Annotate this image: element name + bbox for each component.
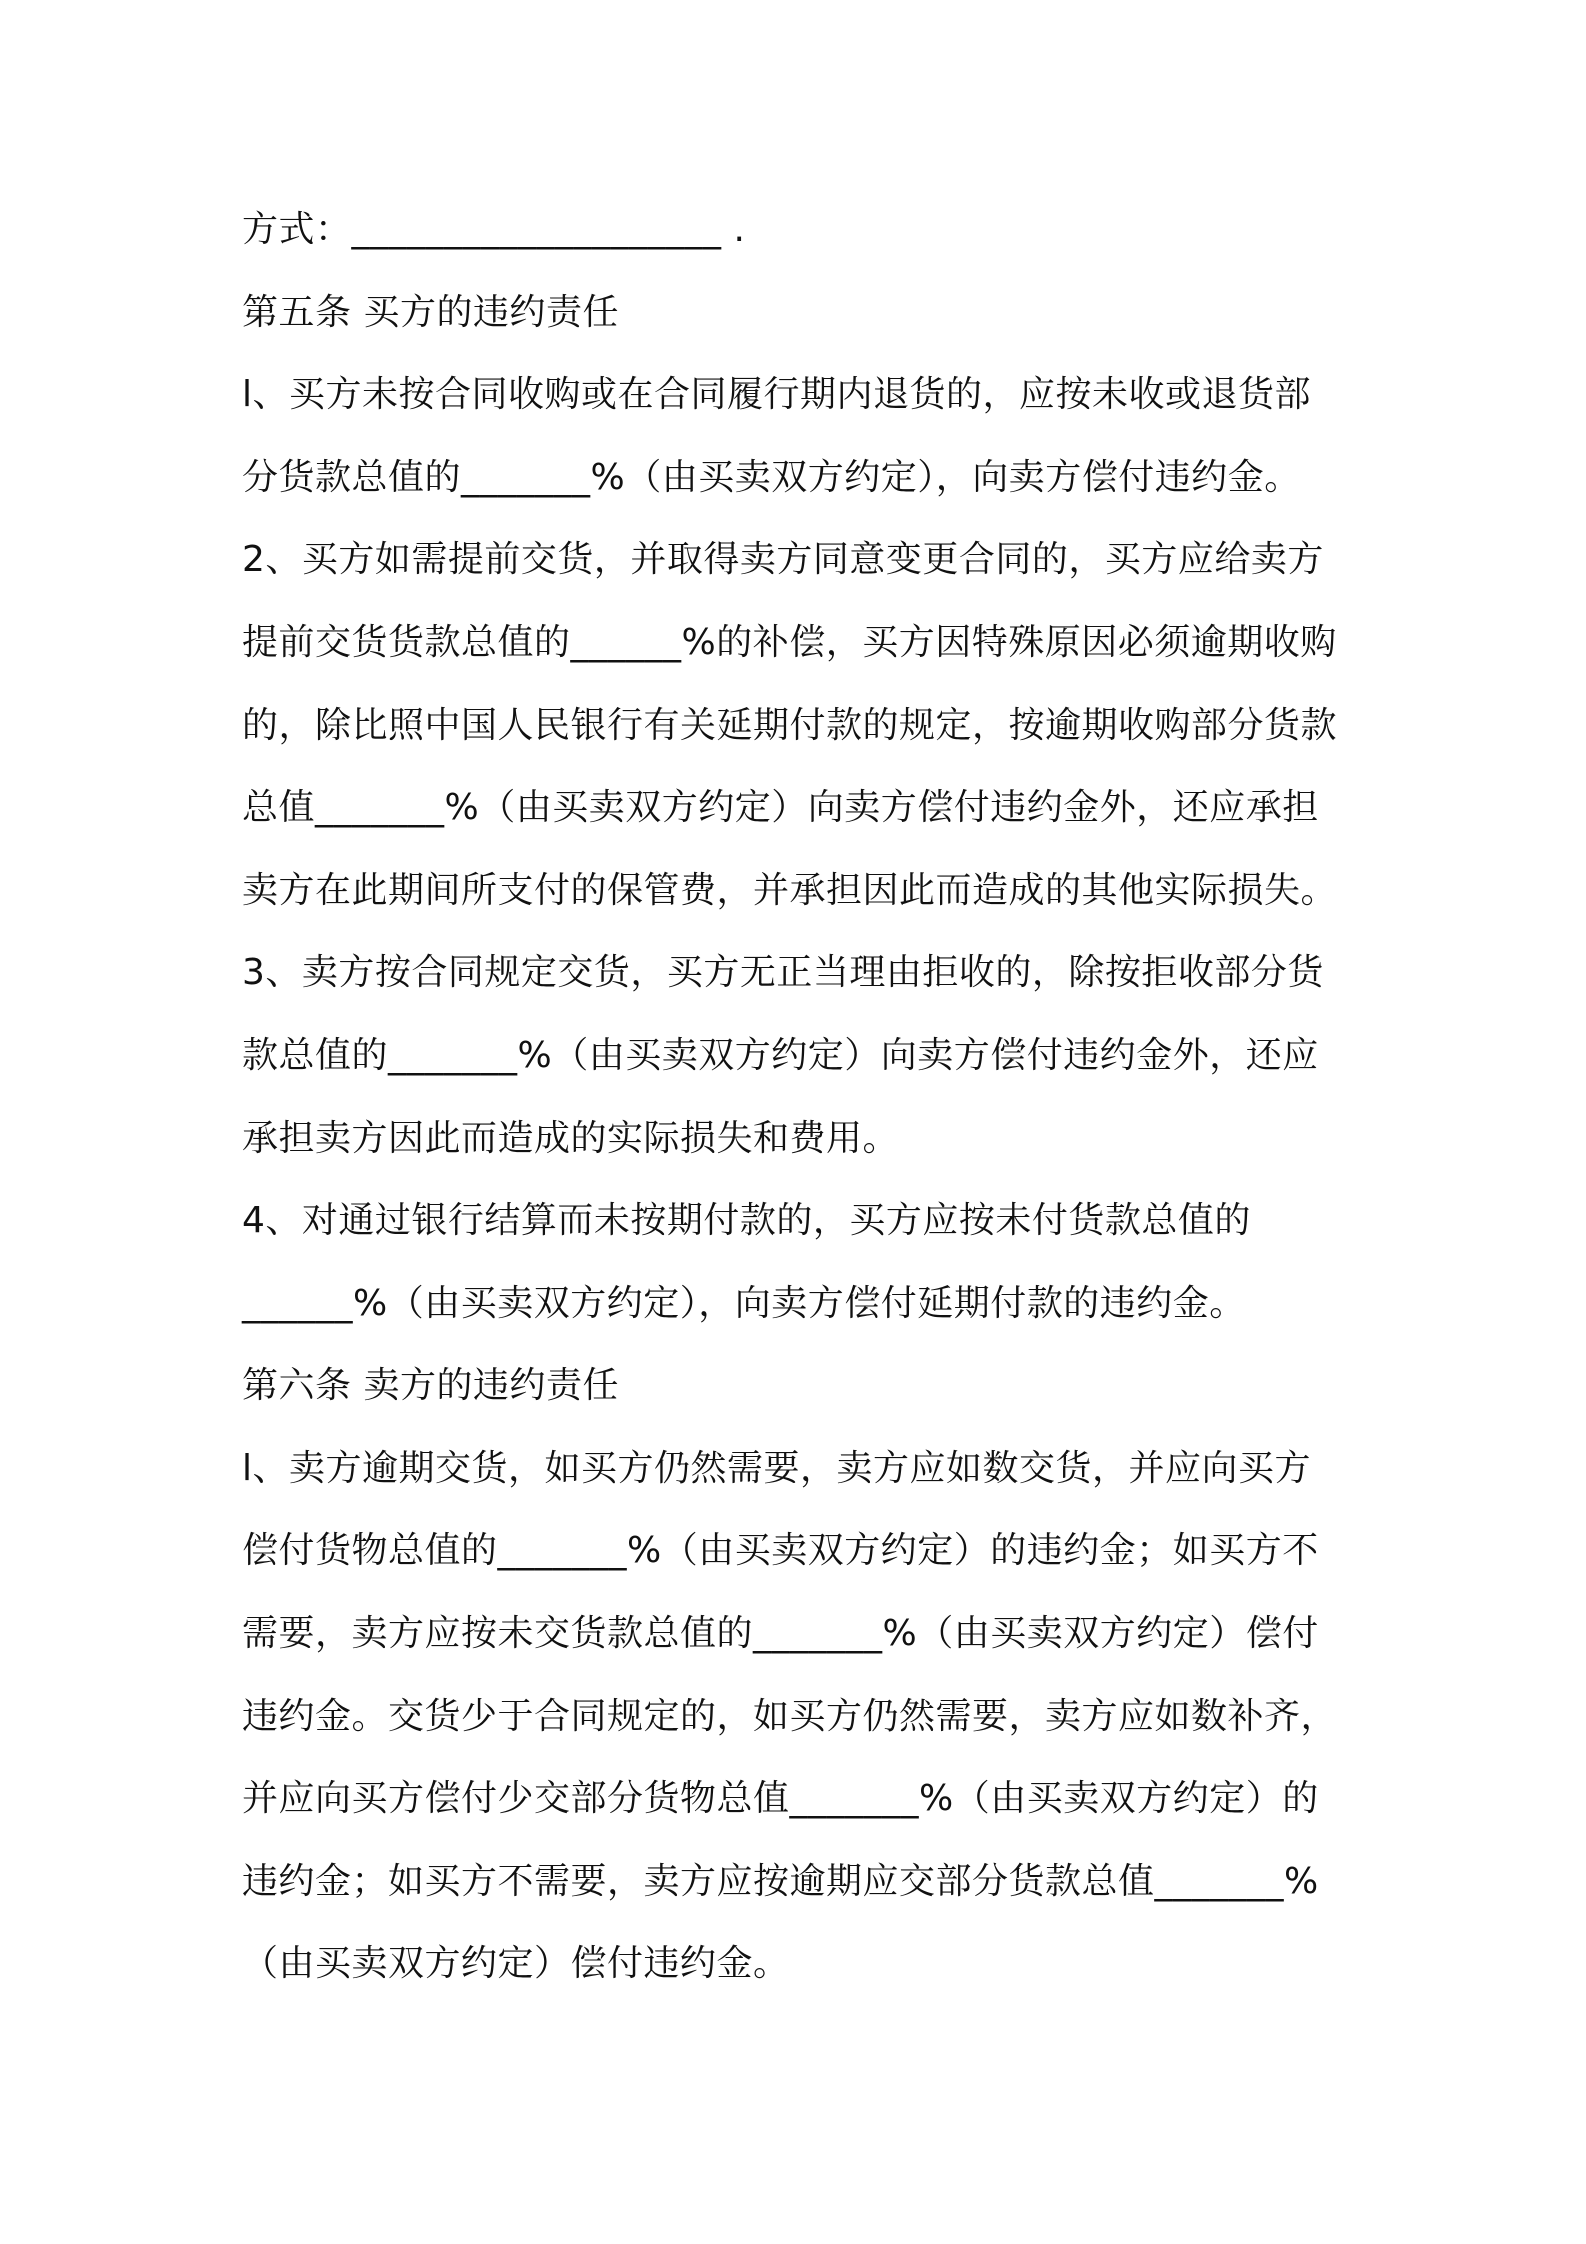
article-5-clause-4-line-2: ______%（由买卖双方约定），向卖方偿付延期付款的违约金。	[242, 1283, 1246, 1324]
article-6-clause-1-line-6: 违约金；如买方不需要，卖方应按逾期应交部分货款总值_______%	[242, 1861, 1319, 1902]
article-5-clause-2-line-4: 总值_______%（由买卖双方约定）向卖方偿付违约金外，还应承担	[242, 787, 1319, 828]
article-6-clause-1-line-1: l、卖方逾期交货，如买方仍然需要，卖方应如数交货，并应向买方	[242, 1448, 1312, 1489]
article-6-clause-1-line-4: 违约金。交货少于合同规定的，如买方仍然需要，卖方应如数补齐，	[242, 1696, 1338, 1737]
article-5-clause-4-line-1: 4、对通过银行结算而未按期付款的，买方应按未付货款总值的	[242, 1200, 1251, 1241]
article-5-clause-3-line-3: 承担卖方因此而造成的实际损失和费用。	[242, 1118, 900, 1159]
payment-method-line: 方式：____________________ .	[242, 209, 746, 250]
article-6-heading: 第六条 卖方的违约责任	[242, 1365, 619, 1406]
article-5-clause-3-line-2: 款总值的_______%（由买卖双方约定）向卖方偿付违约金外，还应	[242, 1035, 1319, 1076]
article-5-clause-2-line-5: 卖方在此期间所支付的保管费，并承担因此而造成的其他实际损失。	[242, 870, 1338, 911]
article-5-clause-2-line-2: 提前交货货款总值的______%的补偿，买方因特殊原因必须逾期收购	[242, 622, 1337, 663]
article-5-heading: 第五条 买方的违约责任	[242, 292, 619, 333]
article-5-clause-2-line-1: 2、买方如需提前交货，并取得卖方同意变更合同的，买方应给卖方	[242, 539, 1324, 580]
article-6-clause-1-line-5: 并应向买方偿付少交部分货物总值_______%（由买卖双方约定）的	[242, 1778, 1319, 1819]
article-5-clause-2-line-3: 的，除比照中国人民银行有关延期付款的规定，按逾期收购部分货款	[242, 705, 1338, 746]
article-6-clause-1-line-2: 偿付货物总值的_______%（由买卖双方约定）的违约金；如买方不	[242, 1530, 1319, 1571]
article-5-clause-3-line-1: 3、卖方按合同规定交货，买方无正当理由拒收的，除按拒收部分货	[242, 952, 1324, 993]
article-6-clause-1-line-3: 需要，卖方应按未交货款总值的_______%（由买卖双方约定）偿付	[242, 1613, 1319, 1654]
article-6-clause-1-line-7: （由买卖双方约定）偿付违约金。	[242, 1943, 790, 1984]
article-5-clause-1-line-1: l、买方未按合同收购或在合同履行期内退货的，应按未收或退货部	[242, 374, 1312, 415]
article-5-clause-1-line-2: 分货款总值的_______%（由买卖双方约定），向卖方偿付违约金。	[242, 457, 1301, 498]
